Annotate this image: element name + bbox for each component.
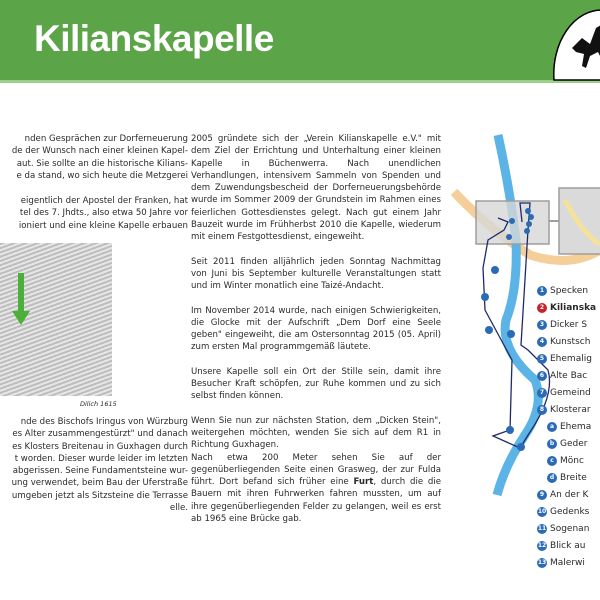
- page-title: Kilianskapelle: [34, 18, 274, 59]
- station-number-icon: 12: [537, 542, 547, 549]
- legend-item: [537, 520, 596, 537]
- legend-item: [537, 401, 596, 418]
- green-arrow-icon: [0, 243, 112, 396]
- legend-item: [537, 367, 596, 384]
- station-label: Klosterar: [550, 404, 591, 415]
- station-number-icon: 6: [537, 371, 547, 381]
- station-label: Breite: [560, 472, 587, 483]
- station-label: Alte Bac: [550, 370, 588, 381]
- legend-item: [537, 503, 596, 520]
- station-number-icon: 7: [537, 388, 547, 398]
- middle-column: [191, 133, 441, 537]
- text: , durch die die Bauern mit ihren Fuhrwerken fahren mussten, um auf ihre gegenüberliegenden Felder zu gelangen, weil es erst ab 1965 eine Brücke gab.: [191, 477, 441, 525]
- text-line: ung verwendet, beim Bau der Uferstraße: [11, 478, 188, 489]
- text-line: e da stand, wo sich heute die Metzgerei: [16, 170, 188, 181]
- text-line: elle.: [169, 503, 188, 514]
- station-number-icon: 5: [537, 354, 547, 364]
- station-number-icon: 8: [537, 405, 547, 415]
- station-number-icon: 11: [537, 525, 547, 532]
- text-line: aut. Sie sollte an die historische Kilians-: [16, 158, 188, 169]
- station-label: Ehema: [560, 421, 592, 432]
- legend-item: [537, 452, 596, 469]
- text-line: nden Gesprächen zur Dorferneuerung: [24, 134, 188, 144]
- paragraph: Wenn Sie nun zur nächsten Station, dem „Dicken Stein", weitergehen möchten, wenden Sie sich auf dem R1 in Richtung Guxhagen.: [191, 415, 441, 451]
- legend-item: [537, 282, 596, 299]
- station-label: Specken: [550, 285, 589, 296]
- text-line: abgerissen. Seine Fundamentsteine wur-: [12, 466, 188, 477]
- text-line: nde des Bischofs Iringus von Würzburg: [20, 417, 188, 427]
- station-label: Gedenks: [550, 506, 590, 517]
- left-paragraph-2: [0, 195, 188, 232]
- figure-silhouette-logo: [552, 8, 600, 82]
- station-label: Malerwi: [550, 557, 585, 568]
- paragraph: [191, 452, 441, 526]
- station-label: Mönc: [560, 455, 584, 466]
- image-caption: Dilich 1615: [80, 400, 117, 408]
- station-number-icon: c: [547, 456, 557, 466]
- station-number-icon: a: [547, 422, 557, 432]
- station-label: Gemeind: [550, 387, 591, 398]
- legend-item: [537, 316, 596, 333]
- station-number-icon: 2: [537, 303, 547, 313]
- legend-item: [537, 299, 596, 316]
- station-label: Ehemalig: [550, 353, 592, 364]
- station-number-icon: 4: [537, 337, 547, 347]
- station-label: Dicker S: [550, 319, 588, 330]
- text-line: es Alter zusammengestürzt" und danach: [12, 429, 188, 440]
- station-number-icon: b: [547, 439, 557, 449]
- station-number-icon: 9: [537, 490, 547, 500]
- text-line: tel des 7. Jhdts., also etwa 50 Jahre vor: [19, 208, 188, 219]
- header-banner: [0, 0, 600, 83]
- text-line: ioniert und eine kleine Kapelle erbauen: [18, 220, 188, 231]
- paragraph: Unsere Kapelle soll ein Ort der Stille sein, damit ihre Besucher Kraft schöpfen, zur Ruhe kommen und zu sich selbst finden können.: [191, 366, 441, 402]
- historic-engraving-image: [0, 243, 112, 396]
- bold-term: Furt: [353, 477, 374, 488]
- station-number-icon: 13: [537, 559, 547, 566]
- station-label: Kunstsch: [550, 336, 591, 347]
- legend-item: [537, 486, 596, 503]
- text-line: es Klosters Breitenau in Guxhagen durch: [12, 441, 188, 452]
- legend-item: [537, 384, 596, 401]
- legend-item: [537, 333, 596, 350]
- text: Nach etwa 200 Meter sehen Sie auf der gegenüberliegenden Seite einen Grasweg, der zur Fulda führt. Dort befand sich früher eine: [191, 452, 441, 488]
- station-label: Kilianska: [550, 302, 597, 313]
- text-line: t worden. Dieser wurde leider im letzten: [14, 453, 188, 464]
- legend-item: [537, 435, 596, 452]
- station-legend: [537, 282, 596, 571]
- left-paragraph-1: [0, 133, 188, 182]
- left-paragraph-3: [0, 416, 188, 514]
- station-label: Geder: [560, 438, 588, 449]
- station-label: Blick au: [550, 540, 586, 551]
- text-line: umgeben jetzt als Sitzsteine die Terrasse: [11, 490, 188, 501]
- text-line: de der Wunsch nach einer kleinen Kapel-: [11, 146, 188, 157]
- legend-item: [537, 537, 596, 554]
- station-number-icon: d: [547, 473, 557, 483]
- legend-item: [537, 350, 596, 367]
- paragraph: 2005 gründete sich der „Verein Kilianskapelle e.V." mit dem Ziel der Errichtung und Unterhaltung einer kleinen Kapelle in Büchenwerra. Nach unendlichen Verhandlungen, intensivem Sammeln von Spenden und dem Zuwendungsbescheid der Dorferneuerungsbehörde wurde im Sommer 2009 der Grundstein im Rahmen eines feierlichen Gottesdienstes gelegt. Nach gut einem Jahr Bauzeit wurde im Frühherbst 2010 die Kapelle, wiederum mit einem Festgottesdienst, eingeweiht.: [191, 134, 441, 243]
- paragraph: Im November 2014 wurde, nach einigen Schwierigkeiten, die Glocke mit der Aufschrift „Dem Dorf eine Seele geben" eingeweiht, die am Ostersonntag 2015 (05. April) zum ersten Mal programmgemäß läutete.: [191, 305, 441, 353]
- legend-item: [537, 554, 596, 571]
- paragraph: Seit 2011 finden alljährlich jeden Sonntag Nachmittag von Juni bis September kulturelle Veranstaltungen statt und im Winter monatlich eine Taizé-Andacht.: [191, 256, 441, 292]
- station-number-icon: 10: [537, 508, 547, 515]
- station-number-icon: 3: [537, 320, 547, 330]
- station-number-icon: 1: [537, 286, 547, 296]
- station-label: An der K: [550, 489, 589, 500]
- legend-item: [537, 469, 596, 486]
- legend-item: [537, 418, 596, 435]
- text-line: eigentlich der Apostel der Franken, hat: [20, 196, 188, 206]
- station-label: Sogenan: [550, 523, 590, 534]
